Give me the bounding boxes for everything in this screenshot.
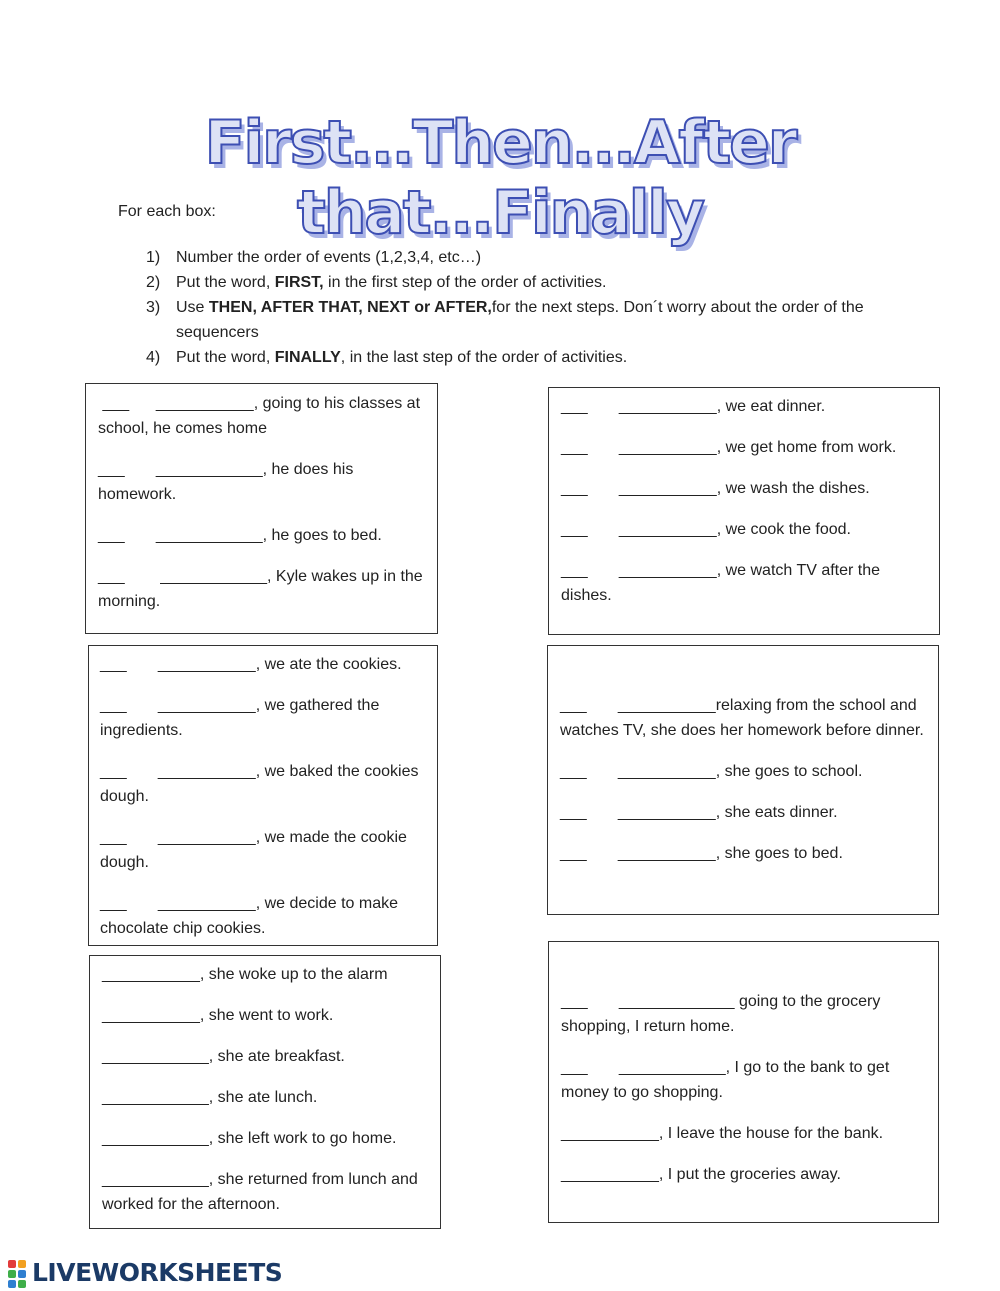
exercise-line: ____________, she ate breakfast. [102, 1048, 345, 1065]
logo-block [8, 1280, 16, 1288]
exercise-line: ___________, she went to work. [102, 1007, 334, 1024]
logo-block [8, 1270, 16, 1278]
exercise-line: ___ ___________, we eat dinner. [561, 398, 826, 415]
instruction-steps [146, 245, 886, 370]
exercise-line: ___________, I leave the house for the bank. [561, 1125, 884, 1142]
instruction-step: 2) Put the word, FIRST, in the first step of the order of activities. [146, 274, 607, 291]
exercise-line: ___ ___________, we baked the cookies dough. [100, 763, 423, 805]
logo-block [18, 1280, 26, 1288]
exercise-line: ____________, she ate lunch. [102, 1089, 318, 1106]
exercise-line: ___ ____________, he goes to bed. [98, 527, 382, 544]
exercise-line: ___ ___________, we decide to make chocolate chip cookies. [100, 895, 403, 937]
instructions-intro: For each box: [118, 203, 216, 220]
logo-block [8, 1260, 16, 1268]
logo-block [18, 1270, 26, 1278]
exercise-line: ____________, she returned from lunch and worked for the afternoon. [102, 1171, 423, 1213]
exercise-line: ___ _____________ going to the grocery shopping, I return home. [561, 993, 885, 1035]
exercise-box-workday [89, 955, 441, 1229]
logo-text: LIVEWORKSHEETS [32, 1258, 283, 1287]
worksheet-title: First...Then...After that...Finally [204, 108, 796, 248]
exercise-box-kyle [85, 383, 438, 634]
exercise-box-cookies [88, 645, 438, 946]
exercise-box-dinner [548, 387, 940, 635]
exercise-line: ___________, I put the groceries away. [561, 1166, 841, 1183]
exercise-line: ___ ___________relaxing from the school and watches TV, she does her homework before dinner. [560, 697, 924, 739]
logo-blocks-icon [8, 1260, 28, 1286]
exercise-line: ___________, she woke up to the alarm [102, 966, 388, 983]
exercise-line: ___ ___________, we gathered the ingredients. [100, 697, 384, 739]
instruction-step: 1) Number the order of events (1,2,3,4, etc…) [146, 249, 482, 266]
exercise-line: ___ ___________, we get home from work. [561, 439, 897, 456]
exercise-line: ___ ___________, she goes to school. [560, 763, 863, 780]
logo-block [18, 1260, 26, 1268]
exercise-line: ___ ____________, Kyle wakes up in the morning. [98, 568, 428, 610]
exercise-line: ___ ___________, we made the cookie dough. [100, 829, 412, 871]
exercise-line: ___ ___________, going to his classes at school, he comes home [98, 395, 425, 437]
exercise-line: ___ ____________, I go to the bank to get money to go shopping. [561, 1059, 894, 1101]
exercise-box-school [547, 645, 939, 915]
exercise-line: ___ ___________, we ate the cookies. [100, 656, 402, 673]
liveworksheets-logo[interactable] [8, 1258, 282, 1287]
exercise-line: ___ ___________, she eats dinner. [560, 804, 838, 821]
exercise-line: ___ ___________, she goes to bed. [560, 845, 843, 862]
exercise-line: ___ ____________, he does his homework. [98, 461, 358, 503]
exercise-line: ___ ___________, we wash the dishes. [561, 480, 870, 497]
exercise-line: ____________, she left work to go home. [102, 1130, 397, 1147]
exercise-line: ___ ___________, we watch TV after the dishes. [561, 562, 885, 604]
exercise-line: ___ ___________, we cook the food. [561, 521, 851, 538]
instruction-step: 4) Put the word, FINALLY, in the last step of the order of activities. [146, 349, 628, 366]
instruction-step: 3) Use THEN, AFTER THAT, NEXT or AFTER,for the next steps. Don´t worry about the order of the sequencers [146, 299, 864, 341]
exercise-box-grocery [548, 941, 939, 1223]
